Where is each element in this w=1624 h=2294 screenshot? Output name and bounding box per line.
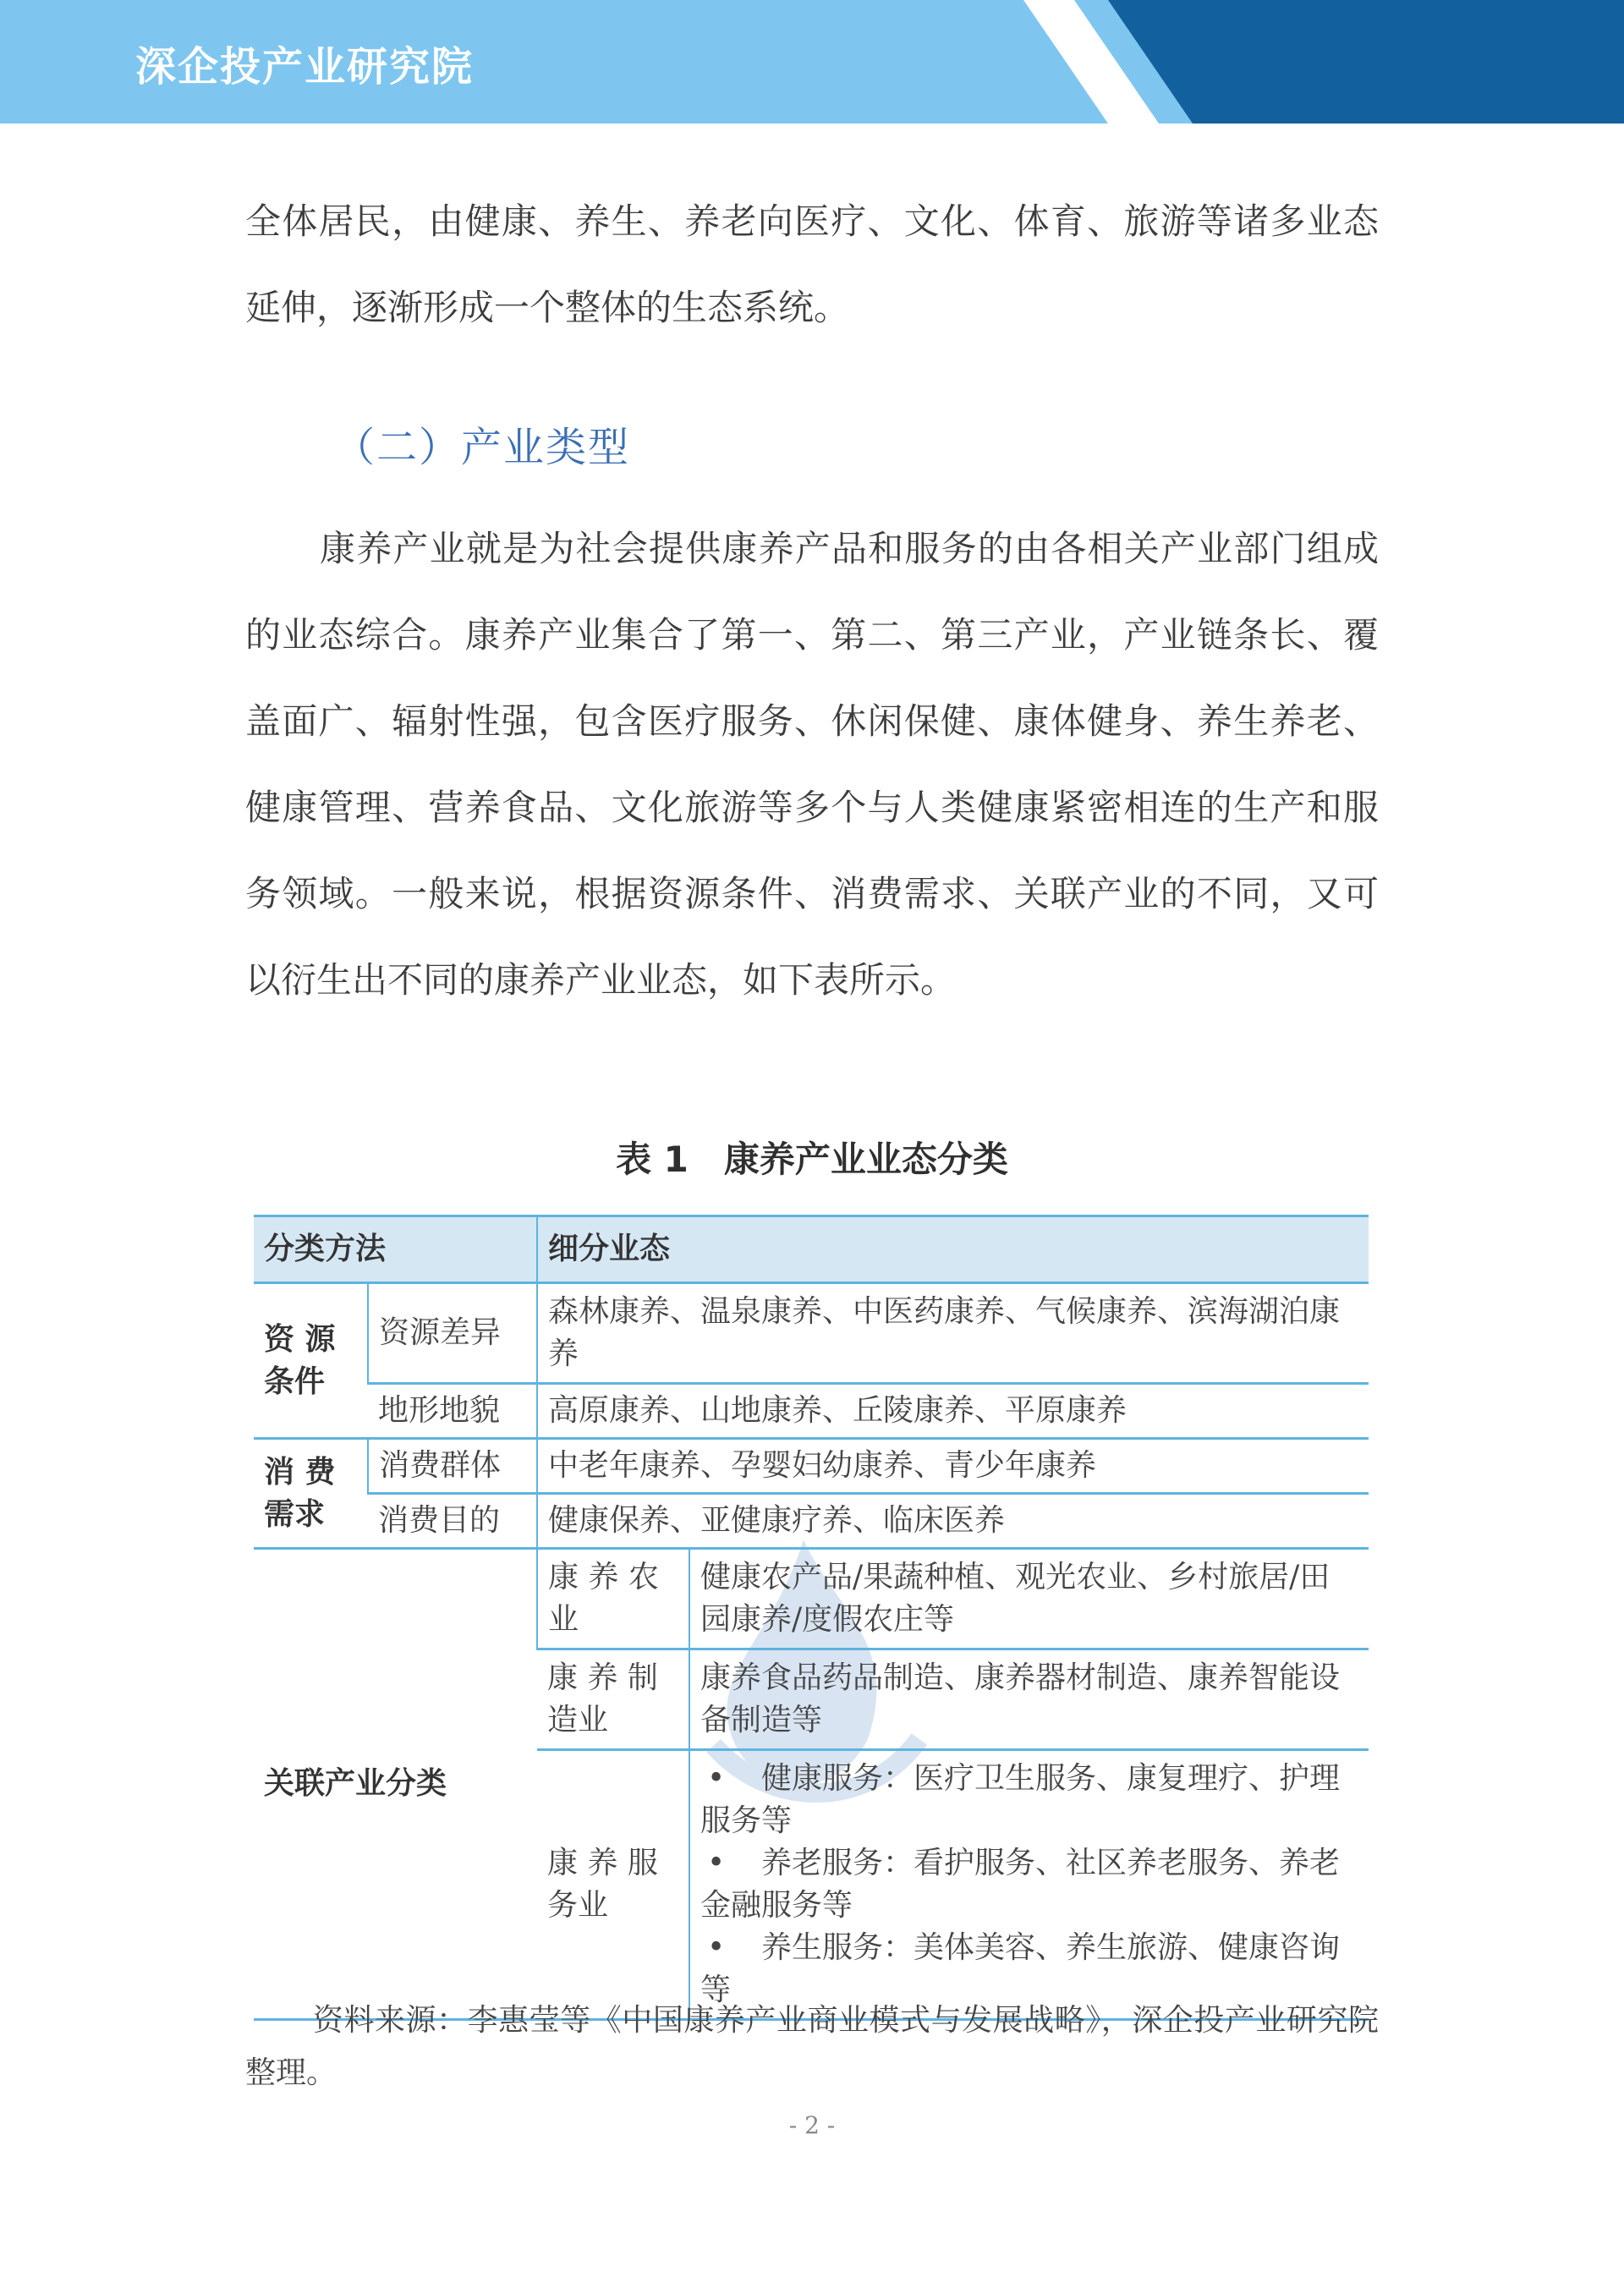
group-label-consumption: 消 费 需求: [254, 1439, 368, 1549]
table-caption: 表 1 康养产业业态分类: [616, 1139, 1008, 1180]
page-number: - 2 -: [788, 2111, 836, 2139]
detail-cell: 健康农产品/果蔬种植、观光农业、乡村旅居/田园康养/度假农庄等: [689, 1549, 1369, 1649]
sub-label: 消费目的: [368, 1494, 537, 1549]
sub-label: 康 养 制造业: [537, 1649, 689, 1750]
intro-paragraph: 全体居民，由健康、养生、养老向医疗、文化、体育、旅游等诸多业态延伸，逐渐形成一个整体的生态系统。: [245, 200, 1379, 328]
sub-label: 康 养 农业: [537, 1549, 689, 1649]
source-note: 资料来源：李惠莹等《中国康养产业商业模式与发展战略》，深企投产业研究院整理。: [245, 2003, 1379, 2090]
header-subdivided-formats: 细分业态: [537, 1216, 1369, 1283]
group-label-related: 关联产业分类: [254, 1549, 537, 2020]
detail-cell: 中老年康养、孕婴妇幼康养、青少年康养: [537, 1439, 1369, 1494]
table-header-row: [254, 1216, 1369, 1283]
table-row: [254, 1494, 1369, 1549]
detail-cell: 高原康养、山地康养、丘陵康养、平原康养: [537, 1384, 1369, 1439]
list-item: • 养老服务：看护服务、社区养老服务、养老金融服务等: [700, 1842, 1358, 1927]
table-row: [254, 1384, 1369, 1439]
table-row: [254, 1283, 1369, 1384]
list-item: • 养生服务：美体美容、养生旅游、健康咨询等: [700, 1927, 1358, 2011]
industry-classification-table: [254, 1215, 1369, 2021]
table-row: [254, 1549, 1369, 1649]
detail-cell: [689, 1750, 1369, 2020]
section-paragraph: 康养产业就是为社会提供康养产品和服务的由各相关产业部门组成的业态综合。康养产业集合了第一、第二、第三产业，产业链条长、覆盖面广、辐射性强，包含医疗服务、休闲保健、康体健身、养生养老、健康管理、营养食品、文化旅游等多个与人类健康紧密相连的生产和服务领域。一般来说，根据资源条件、消费需求、关联产业的不同，又可以衍生出不同的康养产业业态，如下表所示。: [245, 528, 1379, 1001]
list-item: • 健康服务：医疗卫生服务、康复理疗、护理服务等: [700, 1758, 1358, 1842]
detail-cell: 康养食品药品制造、康养器材制造、康养智能设备制造等: [689, 1649, 1369, 1750]
sub-label: 资源差异: [368, 1283, 537, 1384]
sub-label: 康 养 服务业: [537, 1750, 689, 2020]
detail-cell: 健康保养、亚健康疗养、临床医养: [537, 1494, 1369, 1549]
sub-label: 消费群体: [368, 1439, 537, 1494]
section-heading: （二）产业类型: [334, 424, 631, 471]
sub-label: 地形地貌: [368, 1384, 537, 1439]
header-classification-method: 分类方法: [254, 1216, 537, 1283]
header-title: 深企投产业研究院: [135, 43, 475, 91]
page-header: [0, 0, 1624, 123]
group-label-resource: 资 源 条件: [254, 1283, 368, 1439]
table-row: [254, 1439, 1369, 1494]
service-bullet-list: [700, 1758, 1358, 2011]
detail-cell: 森林康养、温泉康养、中医药康养、气候康养、滨海湖泊康养: [537, 1283, 1369, 1384]
